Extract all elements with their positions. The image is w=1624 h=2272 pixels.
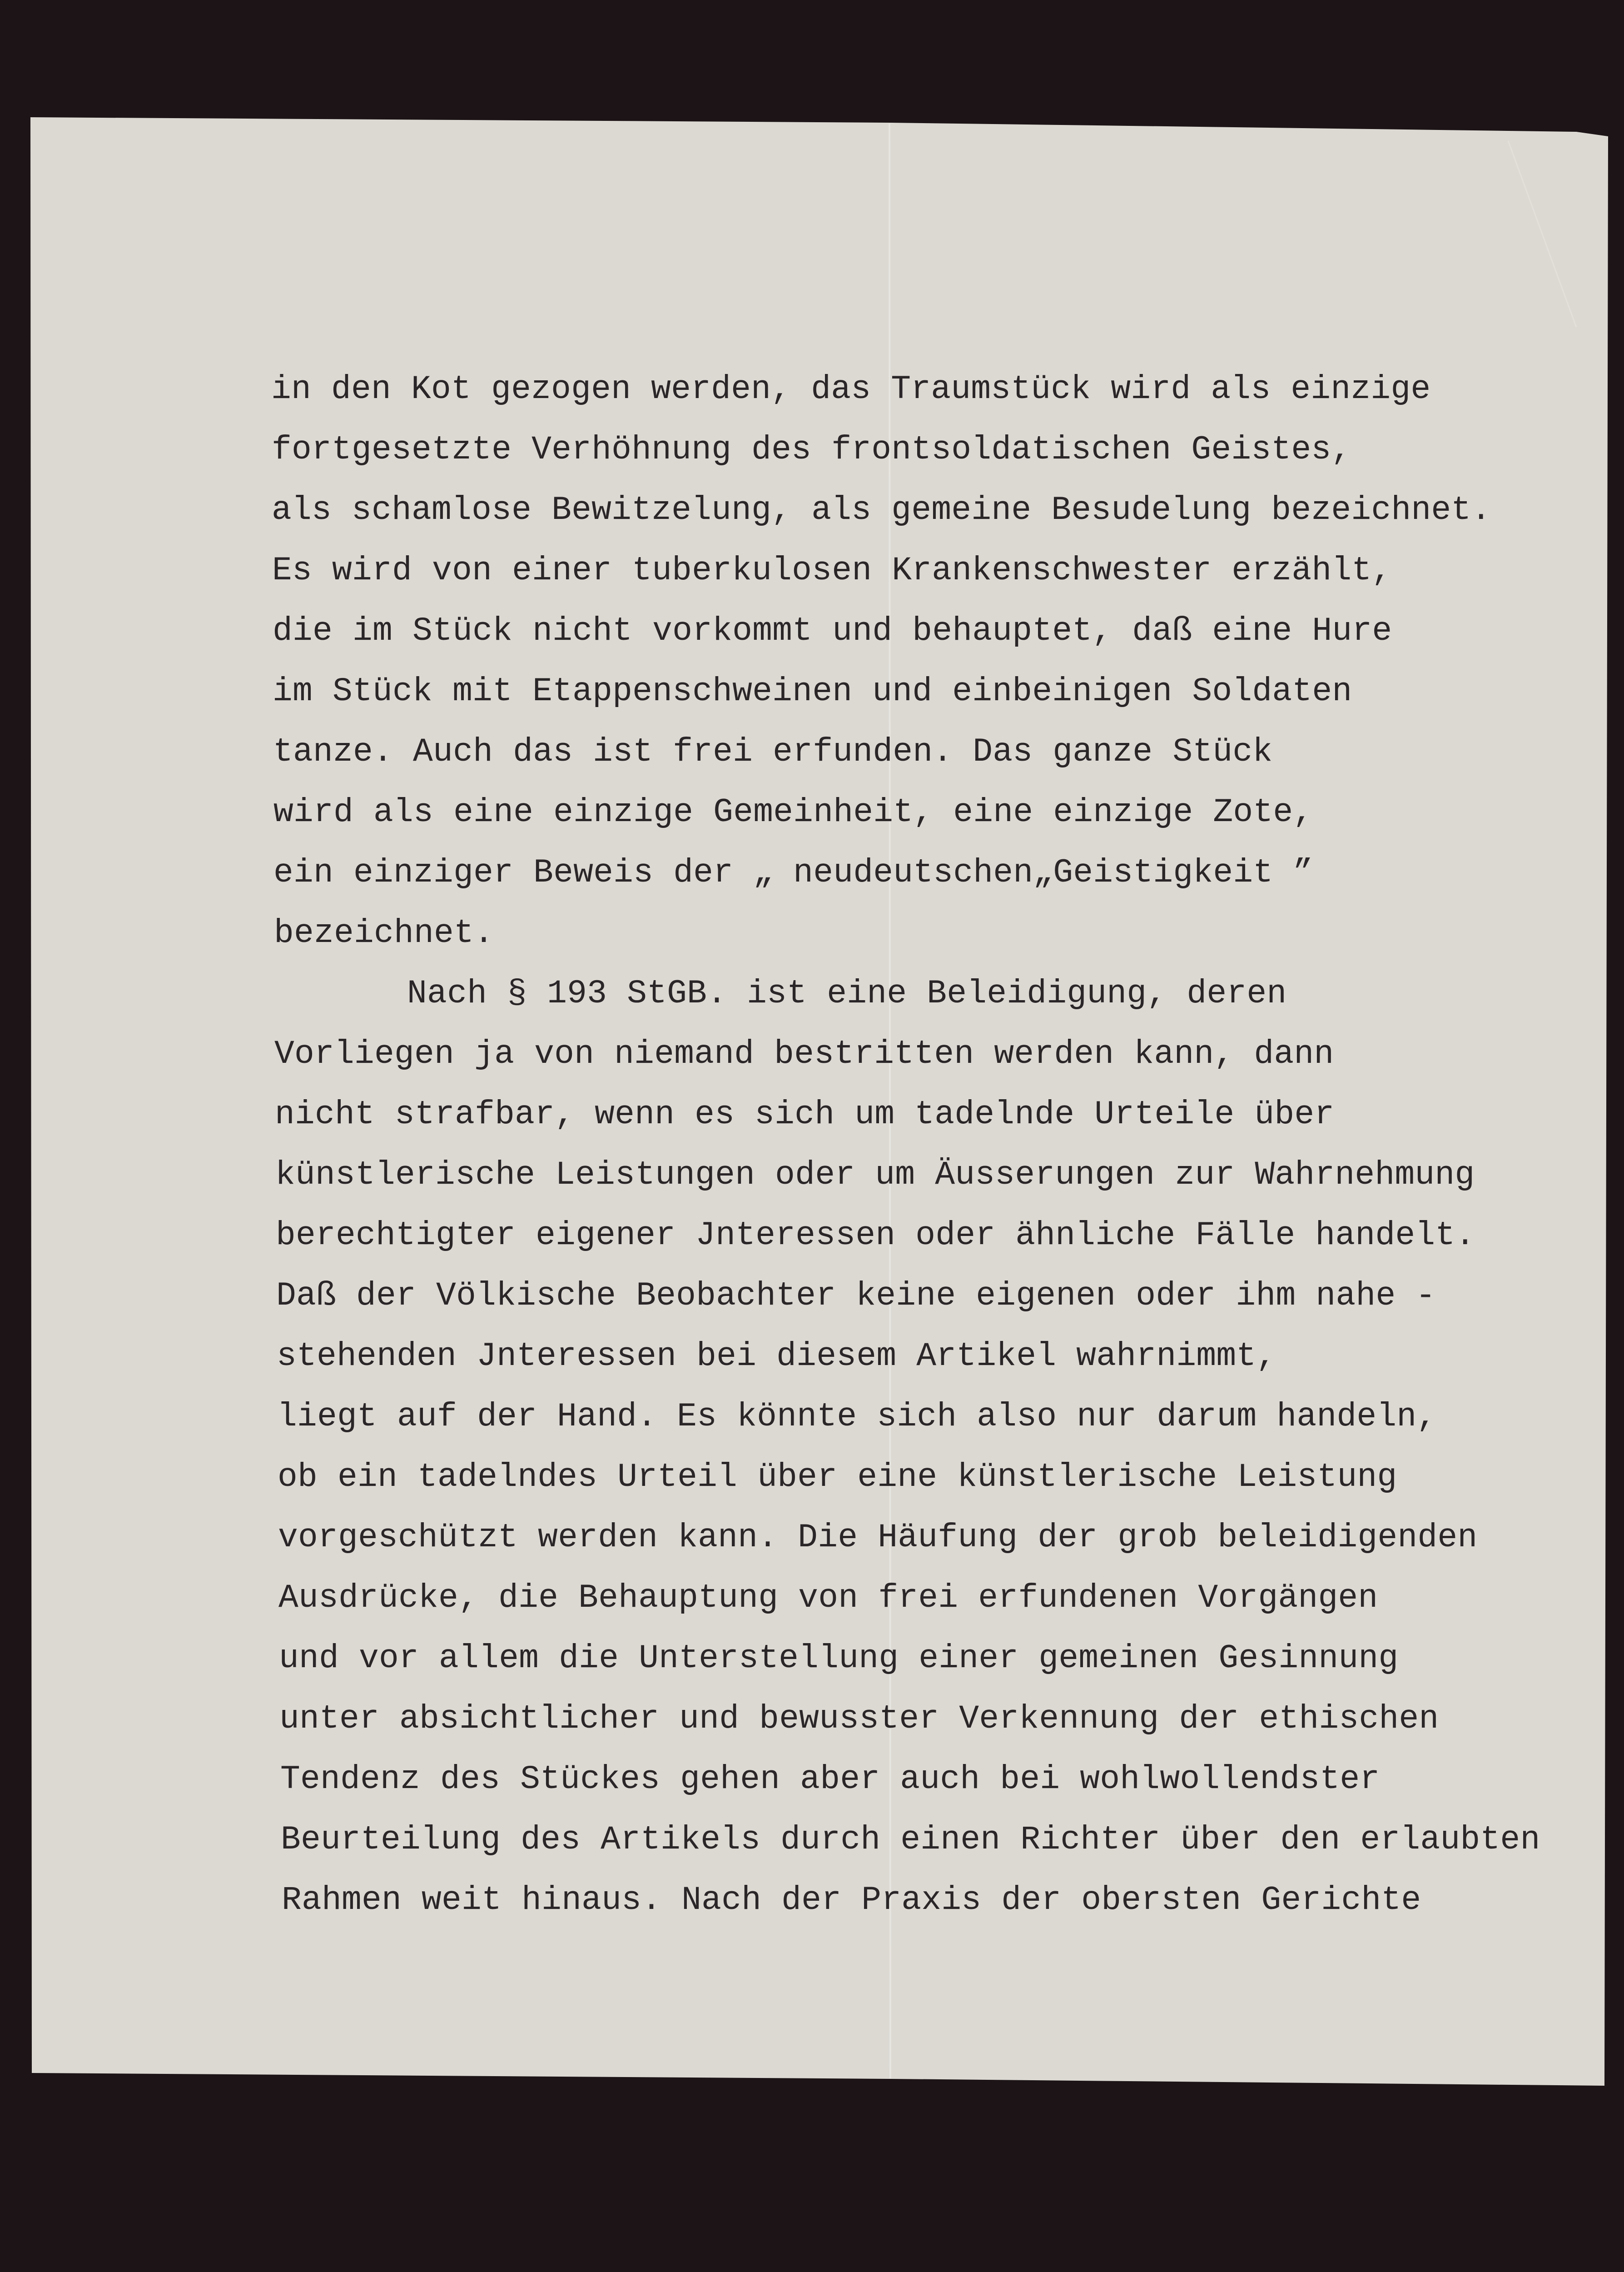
- text-line-indented: Nach § 193 StGB. ist eine Beleidigung, deren: [267, 975, 1287, 1012]
- text-line: wird als eine einzige Gemeinheit, eine einzige Zote,: [273, 793, 1313, 831]
- text-line: in den Kot gezogen werden, das Traumstück wird als einzige: [271, 370, 1431, 408]
- text-line: künstlerische Leistungen oder um Äusserungen zur Wahrnehmung: [275, 1156, 1475, 1194]
- text-line: Rahmen weit hinaus. Nach der Praxis der obersten Gerichte: [282, 1881, 1421, 1919]
- text-line: im Stück mit Etappenschweinen und einbeinigen Soldaten: [273, 673, 1352, 710]
- text-line: bezeichnet.: [274, 914, 494, 952]
- text-line: stehenden Jnteressen bei diesem Artikel wahrnimmt,: [277, 1337, 1276, 1375]
- text-line: Es wird von einer tuberkulosen Krankenschwester erzählt,: [272, 552, 1392, 589]
- text-line: ob ein tadelndes Urteil über eine künstlerische Leistung: [278, 1458, 1397, 1496]
- text-line: berechtigter eigener Jnteressen oder ähnliche Fälle handelt.: [276, 1216, 1475, 1254]
- text-line: Vorliegen ja von niemand bestritten werden kann, dann: [274, 1035, 1334, 1073]
- text-line: als schamlose Bewitzelung, als gemeine Besudelung bezeichnet.: [272, 491, 1491, 529]
- text-line: ein einziger Beweis der „ neudeutschen„Geistigkeit ”: [273, 854, 1313, 892]
- text-line: fortgesetzte Verhöhnung des frontsoldatischen Geistes,: [272, 431, 1351, 468]
- text-line: und vor allem die Unterstellung einer gemeinen Gesinnung: [279, 1639, 1399, 1677]
- text-line: vorgeschützt werden kann. Die Häufung der grob beleidigenden: [278, 1519, 1478, 1556]
- text-line: Tendenz des Stückes gehen aber auch bei wohlwollendster: [280, 1760, 1380, 1798]
- text-line: liegt auf der Hand. Es könnte sich also nur darum handeln,: [277, 1398, 1437, 1435]
- text-line: Beurteilung des Artikels durch einen Richter über den erlaubten: [281, 1821, 1540, 1858]
- text-line: Ausdrücke, die Behauptung von frei erfundenen Vorgängen: [278, 1579, 1378, 1617]
- text-line: Daß der Völkische Beobachter keine eigenen oder ihm nahe -: [276, 1277, 1436, 1315]
- text-line: nicht strafbar, wenn es sich um tadelnde Urteile über: [275, 1096, 1335, 1133]
- text-line: tanze. Auch das ist frei erfunden. Das ganze Stück: [273, 733, 1273, 771]
- text-line: die im Stück nicht vorkommt und behauptet, daß eine Hure: [273, 612, 1392, 650]
- text-line: unter absichtlicher und bewusster Verkennung der ethischen: [279, 1700, 1439, 1738]
